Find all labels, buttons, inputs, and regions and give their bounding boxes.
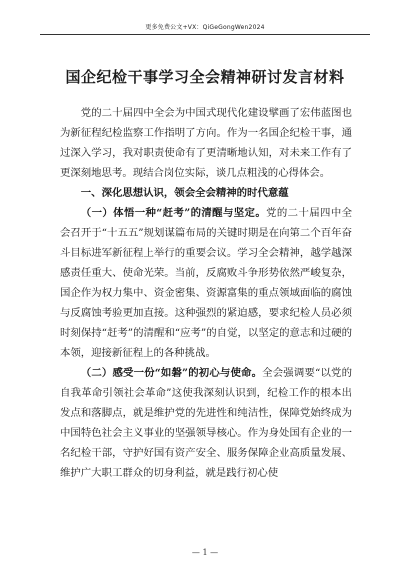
page-number: — 1 —: [191, 548, 219, 557]
paragraph: [60, 363, 352, 483]
paragraph-lead: （一）体悟一种“赶考”的清醒与坚定。: [80, 207, 267, 219]
document-title: 国企纪检干事学习全会精神研讨发言材料: [65, 68, 345, 86]
intro-paragraph: 党的二十届四中全会为中国式现代化建设擘画了宏伟蓝图也为新征程纪检监察工作指明了方向。作为一名国企纪检干事，通过深入学习，我对职责使命有了更清晰地认知，对未来工作有了更深刻地思考。现结合岗位实际，谈几点粗浅的心得体会。: [60, 107, 352, 179]
paragraph-lead: （二）感受一份“如磐”的初心与使命。: [80, 367, 263, 379]
paragraph-text: 党的二十届四中全会召开于“十五五”规划谋篇布局的关键时期是在向第二个百年奋斗目标进军新征程上举行的重要会议。学习全会精神，越学越深感责任重大、使命光荣。当前，反腐败斗争形势依然严峻复杂，国企作为权力集中、资金密集、资源富集的重点领域面临的腐蚀与反腐蚀考验更加直接。这种强烈的紧迫感，要求纪检人员必须时刻保持“赶考”的清醒和“应考”的自觉，以坚定的意志和过硬的本领，迎接新征程上的各种挑战。: [60, 207, 352, 359]
paragraph: [60, 203, 352, 363]
section-heading: 一、深化思想认识，领会全会精神的时代意蕴: [80, 187, 289, 199]
document-body: [60, 103, 352, 483]
paragraph-text: 全会强调要“以党的自我革命引领社会革命”这使我深刻认识到，纪检工作的根本出发点和落脚点，就是维护党的先进性和纯洁性，保障党始终成为中国特色社会主义事业的坚强领导核心。作为身处国有企业的一名纪检干部，守护好国有资产安全、服务保障企业高质量发展、维护广大职工群众的切身利益，就是践行初心使: [60, 367, 353, 479]
header-divider: [40, 34, 370, 35]
header-note: 更多免费公文+VX：QiGeGongWen2024: [145, 24, 265, 31]
